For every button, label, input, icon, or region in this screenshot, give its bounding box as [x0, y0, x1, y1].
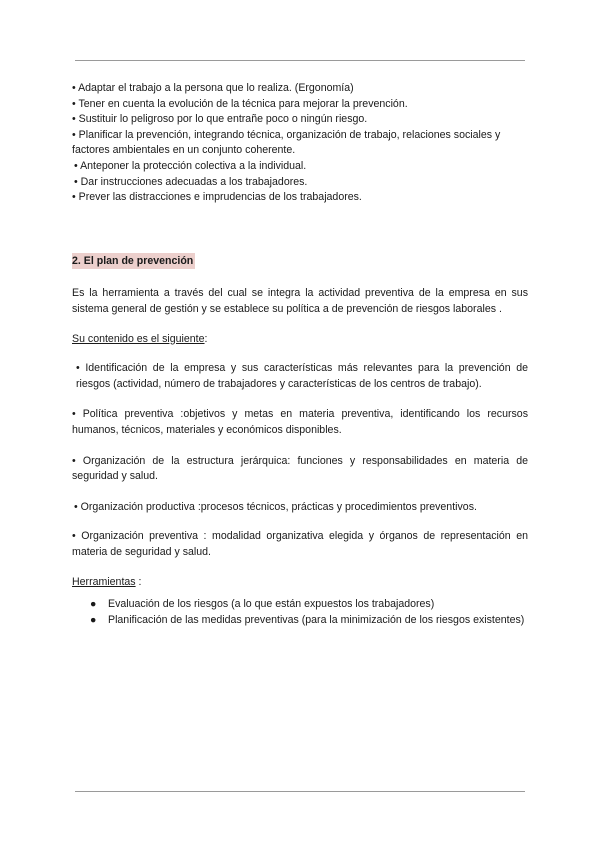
intro-bullet: • Tener en cuenta la evolución de la técnica para mejorar la prevención.: [72, 97, 408, 110]
footer-rule: [75, 791, 525, 792]
tools-heading-label: Herramientas: [72, 576, 136, 589]
contents-item: • Organización de la estructura jerárquica: funciones y responsabilidades en materia de seguridad y salud.: [72, 454, 528, 483]
contents-item: • Organización preventiva : modalidad organizativa elegida y órganos de representación en materia de seguridad y salud.: [72, 530, 528, 558]
section-title: 2. El plan de prevención: [72, 254, 194, 267]
list-item: [72, 597, 528, 613]
intro-bullet: • Prever las distracciones e imprudencias de los trabajadores.: [72, 191, 362, 204]
list-item: [72, 613, 528, 629]
intro-bullet: • Planificar la prevención, integrando técnica, organización de trabajo, relaciones sociales y factores ambientales en un conjunto coherente.: [72, 128, 501, 157]
contents-item: • Política preventiva :objetivos y metas en materia preventiva, identificando los recursos humanos, técnicos, materiales y económicos disponibles.: [72, 408, 528, 436]
tools-heading-suffix: :: [135, 576, 142, 589]
intro-bullet: • Sustituir lo peligroso por lo que entrañe poco o ningún riesgo.: [72, 113, 368, 126]
tool-item-text: Evaluación de los riesgos (a lo que están expuestos los trabajadores): [108, 598, 435, 611]
intro-bullet: • Adaptar el trabajo a la persona que lo realiza. (Ergonomía): [72, 82, 354, 94]
tools-list: [72, 597, 528, 628]
contents-heading-label: Su contenido es el siguiente: [72, 332, 205, 345]
tools-heading: [72, 575, 528, 591]
tool-item-text: Planificación de las medidas preventivas (para la minimización de los riesgos existentes): [108, 613, 525, 626]
page-content: [72, 81, 528, 628]
contents-item: • Organización productiva :procesos técnicos, prácticas y procedimientos preventivos.: [74, 500, 477, 513]
section-intro: Es la herramienta a través del cual se integra la actividad preventiva de la empresa en sus sistema general de gestión y se establece su política a de prevención de riesgos laborales .: [72, 287, 528, 315]
intro-bullet-list: [72, 81, 528, 206]
intro-bullet: • Dar instrucciones adecuadas a los trabajadores.: [74, 175, 308, 188]
header-rule: [75, 60, 525, 61]
contents-heading: [72, 332, 528, 348]
intro-bullet: • Anteponer la protección colectiva a la individual.: [74, 159, 307, 172]
contents-item: • Identificación de la empresa y sus características más relevantes para la prevención de riesgos (actividad, número de trabajadores y características de los centros de trabajo).: [76, 362, 528, 390]
bullet-icon: ●: [90, 613, 97, 626]
contents-heading-suffix: :: [204, 332, 208, 345]
bullet-icon: ●: [90, 598, 97, 611]
